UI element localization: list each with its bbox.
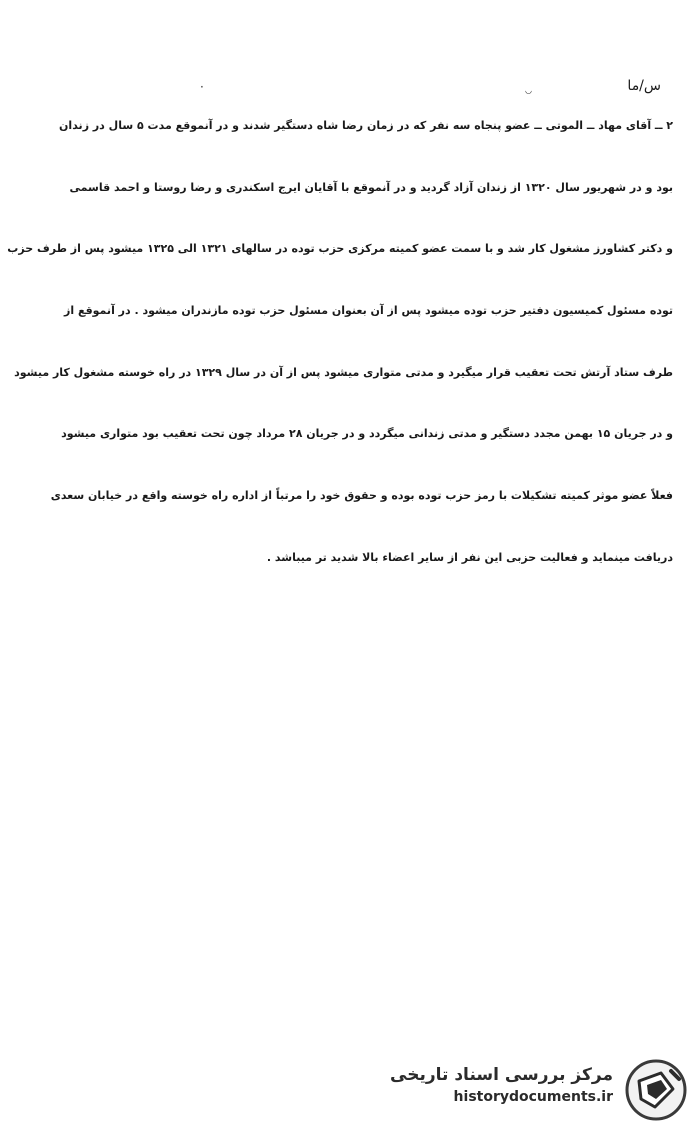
watermark: [390, 1059, 691, 1129]
watermark-title: مرکز بررسی اسناد تاریخی: [390, 1065, 613, 1085]
text-line: بود و در شهریور سال ۱۳۲۰ از زندان آزاد گردید و در آنموقع با آقایان ایرج اسکندری و رضا روستا و احمد قاسمی: [69, 180, 673, 194]
text-line: توده مسئول کمیسیون دفتیر حزب توده میشود پس از آن بعنوان مسئول حزب توده مازندران میشود . در آنموقع از: [64, 304, 673, 318]
text-line: و دکتر کشاورز مشغول کار شد و با سمت عضو کمیته مرکزی حزب توده در سالهای ۱۳۲۱ الی ۱۳۲۵ میشود پس از طرف حزب: [7, 242, 673, 256]
ink-speck: ◡: [525, 86, 532, 95]
text-line: دریافت مینماید و فعالیت حزبی این نفر از سایر اعضاء بالا شدید تر میباشد .: [266, 550, 673, 564]
document-body: [7, 112, 673, 606]
text-line: طرف ستاد آرتش تحت تعقیب قرار میگیرد و مدتی متواری میشود پس از آن در سال ۱۳۲۹ در راه خوسته مشغول کار میشود: [14, 365, 673, 379]
watermark-url: historydocuments.ir: [453, 1089, 613, 1105]
text-line: ۲ ــ آقای مهاد ــ الموتی ــ عضو پنجاه سه نفر که در زمان رضا شاه دستگیر شدند و در آنموقع مدت ۵ سال در زندان: [59, 119, 673, 132]
ink-speck: ·: [200, 80, 204, 94]
text-line: فعلاً عضو موثر کمیته تشکیلات با رمز حزب توده بوده و حقوق خود را مرتباً از اداره راه خوسته واقع در خیابان سعدی: [50, 489, 673, 503]
watermark-text-block: [390, 1065, 613, 1105]
header-mark: س/ما: [627, 78, 661, 94]
archive-logo-icon: [625, 1059, 687, 1121]
text-line: و در جریان ۱۵ بهمن مجدد دستگیر و مدتی زندانی میگردد و در جریان ۲۸ مرداد چون تحت تعقیب بود متواری میشود: [61, 427, 673, 441]
